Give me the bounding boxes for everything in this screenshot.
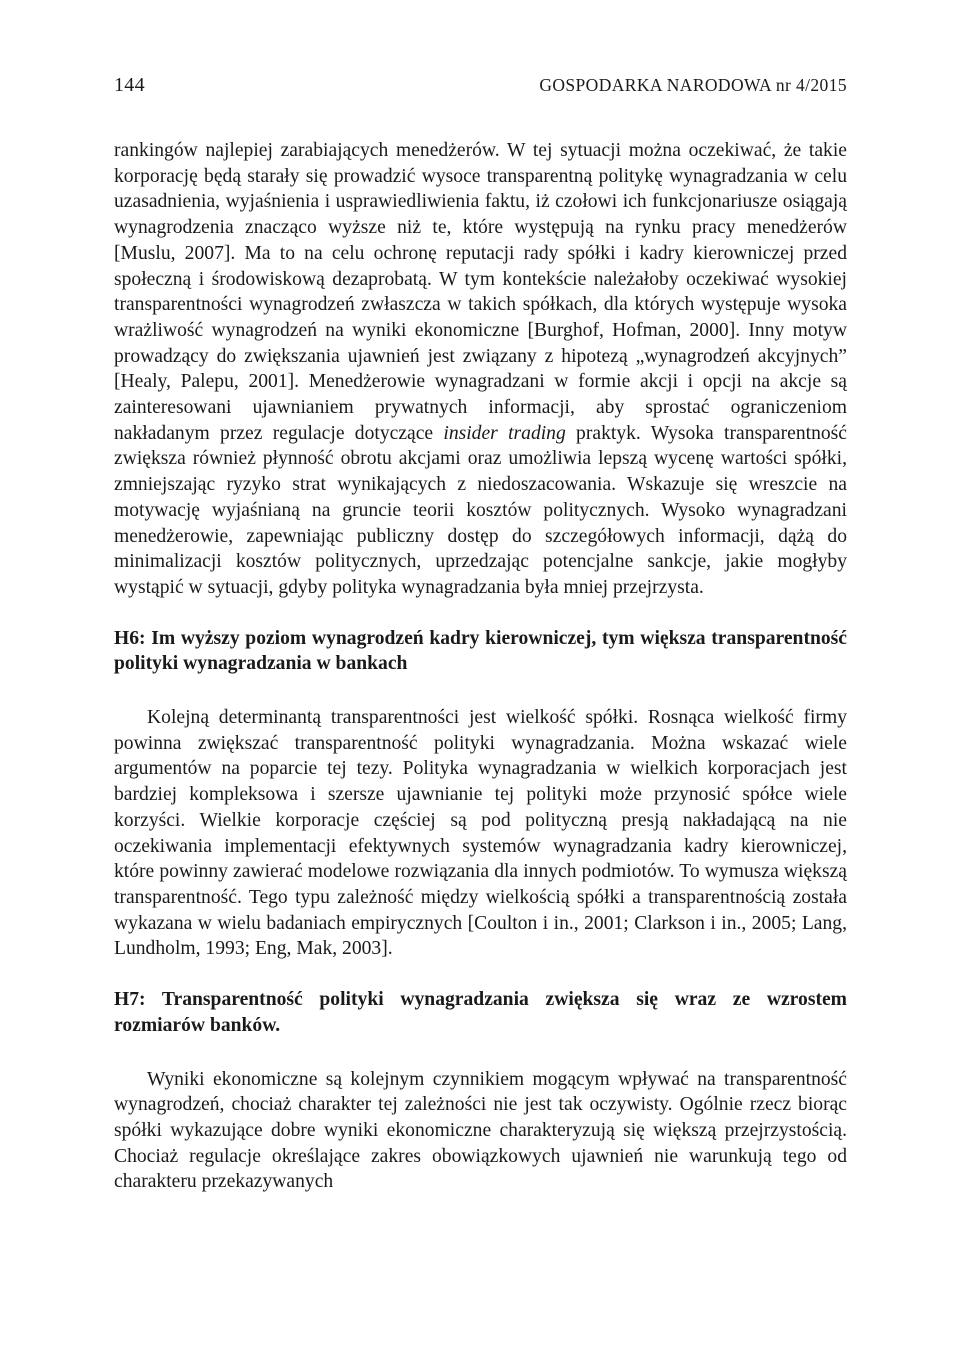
hypothesis-h7-heading: H7: Transparentność polityki wynagradzania zwiększa się wraz ze wzrostem rozmiarów banków.	[114, 989, 847, 1036]
paragraph-1-text-a: rankingów najlepiej zarabiających menedżerów. W tej sytuacji można oczekiwać, że takie korporację będą starały się prowadzić wysoce transparentną politykę wynagradzania w celu uzasadnienia, wyjaśnienia i usprawiedliwienia faktu, iż czołowi ich funkcjonariusze osiągają wynagrodzenia znacząco wyższe niż te, które występują na rynku pracy menedżerów [Muslu, 2007]. Ma to na celu ochronę reputacji rady spółki i kadry kierowniczej przed społeczną i środowiskową dezaprobatą. W tym kontekście należałoby oczekiwać wysokiej transparentności wynagrodzeń zwłaszcza w takich spółkach, dla których występuje wysoka wrażliwość wynagrodzeń na wyniki ekonomiczne [Burghof, Hofman, 2000]. Inny motyw prowadzący do zwiększania ujawnień jest związany z hipotezą „wynagrodzeń akcyjnych” [Healy, Palepu, 2001]. Menedżerowie wynagradzani w formie akcji i opcji na akcje są zainteresowani ujawnianiem prywatnych informacji, aby sprostać ograniczeniom nakładanym przez regulacje dotyczące	[114, 140, 847, 444]
paragraph-3: Wyniki ekonomiczne są kolejnym czynnikiem mogącym wpływać na transparentność wynagrodzeń, chociaż charakter tej zależności nie jest tak oczywisty. Ogólnie rzecz biorąc spółki wykazujące dobre wyniki ekonomiczne charakteryzują się większą przejrzystością. Chociaż regulacje określające zakres obowiązkowych ujawnień nie warunkują tego od charakteru przekazywanych	[114, 1068, 847, 1193]
paragraph-2: Kolejną determinantą transparentności jest wielkość spółki. Rosnąca wielkość firmy powinna zwiększać transparentność polityki wynagradzania. Można wskazać wiele argumentów na poparcie tej tezy. Polityka wynagradzania w wielkich korporacjach jest bardziej kompleksowa i szersze ujawnianie tej polityki może przynosić spółce wiele korzyści. Wielkie korporacje częściej są pod polityczną presją nakładającą na nie oczekiwania implementacji efektywnych systemów wynagradzania kadry kierowniczej, które powinny zawierać modelowe rozwiązania dla innych podmiotów. To wymusza większą transparentność. Tego typu zależność między wielkością spółki a transparentnością została wykazana w wielu badaniach empirycznych [Coulton i in., 2001; Clarkson i in., 2005; Lang, Lundholm, 1993; Eng, Mak, 2003].	[114, 707, 847, 960]
journal-title: GOSPODARKA NARODOWA nr 4/2015	[539, 75, 847, 95]
paragraph-1-italic-term: insider trading	[443, 422, 566, 444]
hypothesis-h6-heading: H6: Im wyższy poziom wynagrodzeń kadry kierowniczej, tym większa transparentność polityki wynagradzania w bankach	[114, 627, 847, 675]
paragraph-1-text-b: praktyk. Wysoka transparentność zwiększa również płynność obrotu akcjami oraz umożliwia lepszą wycenę wartości spółki, zmniejszając ryzyko strat wynikających z niedoszacowania. Wskazuje się wreszcie na motywację wyjaśnianą na gruncie teorii kosztów politycznych. Wysoko wynagradzani menedżerowie, zapewniając publiczny dostęp do szczegółowych informacji, dążą do minimalizacji kosztów politycznych, uprzedzając potencjalne sankcje, jakie mogłyby wystąpić w sytuacji, gdyby polityka wynagradzania była mniej przejrzysta.	[114, 422, 847, 598]
paragraph-1	[114, 138, 847, 601]
running-header	[114, 74, 847, 97]
page-number: 144	[114, 74, 145, 96]
article-body	[114, 138, 847, 1195]
